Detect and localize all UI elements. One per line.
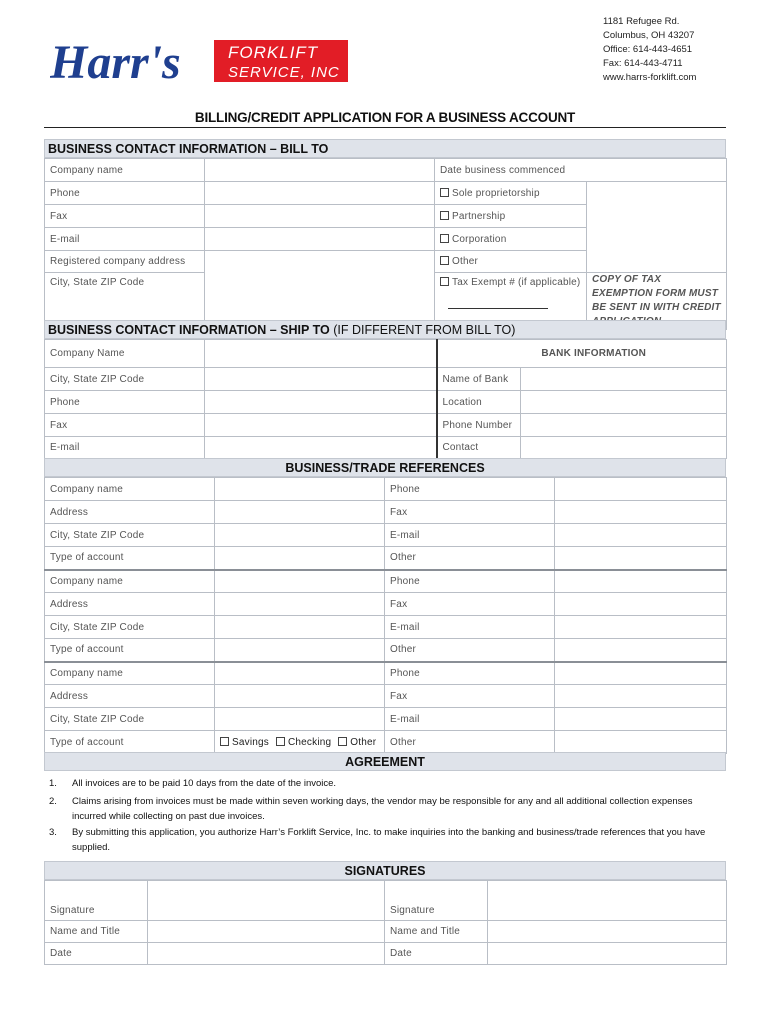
ship-phone-field[interactable] — [205, 391, 437, 414]
ref2-other-label: Other — [385, 639, 555, 662]
references-table — [44, 477, 727, 754]
signature-label-1: Signature — [45, 881, 148, 921]
ship-to-heading: BUSINESS CONTACT INFORMATION – SHIP TO (IF DIFFERENT FROM BILL TO) — [44, 320, 726, 339]
ref1-address-label: Address — [45, 501, 215, 524]
ref3-company-label: Company name — [45, 662, 215, 685]
sole-proprietorship-checkbox[interactable]: Sole proprietorship — [435, 182, 587, 205]
ref2-company-field[interactable] — [215, 570, 385, 593]
date-commenced-field[interactable]: Date business commenced — [435, 159, 727, 182]
checkbox-icon — [440, 211, 449, 220]
agreement-list — [44, 776, 726, 856]
ref3-fax-label: Fax — [385, 685, 555, 708]
checkbox-icon — [440, 188, 449, 197]
bank-contact-label: Contact — [437, 437, 521, 459]
ship-city-field[interactable] — [205, 368, 437, 391]
company-address-block — [603, 15, 696, 85]
ref3-type-label: Type of account — [45, 731, 215, 754]
ref3-company-field[interactable] — [215, 662, 385, 685]
ref1-email-label: E-mail — [385, 524, 555, 547]
ref2-fax-field[interactable] — [555, 593, 727, 616]
bill-email-field[interactable] — [205, 228, 435, 251]
ref2-phone-field[interactable] — [555, 570, 727, 593]
date-field-1[interactable] — [148, 943, 385, 965]
bill-fax-field[interactable] — [205, 205, 435, 228]
ref1-city-field[interactable] — [215, 524, 385, 547]
ref3-city-label: City, State ZIP Code — [45, 708, 215, 731]
ship-email-label: E-mail — [45, 437, 205, 459]
agreement-item: 1. All invoices are to be paid 10 days from the date of the invoice. — [49, 778, 337, 789]
savings-checkbox[interactable]: Savings — [220, 737, 269, 748]
company-logo — [50, 36, 350, 88]
other-account-checkbox[interactable]: Other — [338, 737, 376, 748]
bank-info-heading: BANK INFORMATION — [437, 340, 727, 368]
bank-name-label: Name of Bank — [437, 368, 521, 391]
ref1-other-field[interactable] — [555, 547, 727, 570]
ref3-email-field[interactable] — [555, 708, 727, 731]
name-title-field-1[interactable] — [148, 921, 385, 943]
agreement-heading: AGREEMENT — [44, 752, 726, 771]
bill-company-name-label: Company name — [45, 159, 205, 182]
ref1-type-label: Type of account — [45, 547, 215, 570]
name-title-label-2: Name and Title — [385, 921, 488, 943]
ref3-phone-label: Phone — [385, 662, 555, 685]
bill-company-name-field[interactable] — [205, 159, 435, 182]
ref2-city-label: City, State ZIP Code — [45, 616, 215, 639]
address-line-1: 1181 Refugee Rd. — [603, 16, 680, 27]
ref3-fax-field[interactable] — [555, 685, 727, 708]
fax-number: Fax: 614-443-4711 — [603, 58, 683, 69]
ref2-fax-label: Fax — [385, 593, 555, 616]
references-heading: BUSINESS/TRADE REFERENCES — [44, 458, 726, 477]
bill-phone-field[interactable] — [205, 182, 435, 205]
ref3-other-label: Other — [385, 731, 555, 754]
date-field-2[interactable] — [488, 943, 727, 965]
agreement-item: 2. Claims arising from invoices must be made within seven working days, the vendor may be responsible for any and all additional collection expenses incurred while collecting on past due invoices. — [49, 796, 693, 822]
other-checkbox[interactable]: Other — [435, 251, 587, 273]
bill-city-label: City, State ZIP Code — [45, 273, 205, 330]
address-line-2: Columbus, OH 43207 — [603, 30, 695, 41]
ref3-city-field[interactable] — [215, 708, 385, 731]
date-label-2: Date — [385, 943, 488, 965]
account-type-options — [215, 731, 385, 754]
checkbox-icon — [276, 737, 285, 746]
bank-contact-field[interactable] — [521, 437, 727, 459]
ref3-address-field[interactable] — [215, 685, 385, 708]
tax-exempt-field[interactable]: Tax Exempt # (if applicable) — [435, 273, 587, 330]
tax-note-blank — [587, 182, 727, 273]
ref2-type-label: Type of account — [45, 639, 215, 662]
ref1-fax-field[interactable] — [555, 501, 727, 524]
bank-phone-field[interactable] — [521, 414, 727, 437]
name-title-field-2[interactable] — [488, 921, 727, 943]
ref1-other-label: Other — [385, 547, 555, 570]
logo-line1: FORKLIFT — [228, 43, 319, 62]
signature-label-2: Signature — [385, 881, 488, 921]
bill-address-field[interactable] — [205, 251, 435, 330]
bill-address-label: Registered company address — [45, 251, 205, 273]
bank-name-field[interactable] — [521, 368, 727, 391]
office-phone: Office: 614-443-4651 — [603, 44, 693, 55]
partnership-checkbox[interactable]: Partnership — [435, 205, 587, 228]
ship-fax-label: Fax — [45, 414, 205, 437]
logo-line2: SERVICE, INC — [228, 64, 340, 81]
logo-main-text: Harr's — [50, 36, 181, 88]
website: www.harrs-forklift.com — [603, 72, 697, 83]
ref1-type-field[interactable] — [215, 547, 385, 570]
ref2-company-label: Company name — [45, 570, 215, 593]
name-title-label-1: Name and Title — [45, 921, 148, 943]
ref3-phone-field[interactable] — [555, 662, 727, 685]
date-label-1: Date — [45, 943, 148, 965]
corporation-checkbox[interactable]: Corporation — [435, 228, 587, 251]
ref2-email-field[interactable] — [555, 616, 727, 639]
ref2-type-field[interactable] — [215, 639, 385, 662]
ref2-phone-label: Phone — [385, 570, 555, 593]
ref3-other-field[interactable] — [555, 731, 727, 754]
checkbox-icon — [220, 737, 229, 746]
checking-checkbox[interactable]: Checking — [276, 737, 331, 748]
ref1-company-label: Company name — [45, 478, 215, 501]
signatures-heading: SIGNATURES — [44, 861, 726, 880]
bill-phone-label: Phone — [45, 182, 205, 205]
agreement-item: 3. By submitting this application, you authorize Harr’s Forklift Service, Inc. to make inquiries into the banking and business/trade references that you have supplied. — [49, 827, 706, 853]
ref2-city-field[interactable] — [215, 616, 385, 639]
ref1-phone-label: Phone — [385, 478, 555, 501]
tax-exempt-line — [448, 308, 548, 309]
ref3-email-label: E-mail — [385, 708, 555, 731]
document-title: BILLING/CREDIT APPLICATION FOR A BUSINESS ACCOUNT — [44, 110, 726, 128]
ship-bank-table — [44, 339, 727, 459]
ref3-address-label: Address — [45, 685, 215, 708]
ref1-phone-field[interactable] — [555, 478, 727, 501]
bill-fax-label: Fax — [45, 205, 205, 228]
checkbox-icon — [440, 256, 449, 265]
ref2-address-label: Address — [45, 593, 215, 616]
checkbox-icon — [440, 234, 449, 243]
ship-phone-label: Phone — [45, 391, 205, 414]
ref1-address-field[interactable] — [215, 501, 385, 524]
checkbox-icon — [440, 277, 449, 286]
ref1-city-label: City, State ZIP Code — [45, 524, 215, 547]
ship-company-name-field[interactable] — [205, 340, 437, 368]
bill-email-label: E-mail — [45, 228, 205, 251]
signatures-table — [44, 880, 727, 965]
bill-to-heading: BUSINESS CONTACT INFORMATION – BILL TO — [44, 139, 726, 158]
bank-location-field[interactable] — [521, 391, 727, 414]
tax-exemption-note: COPY OF TAX EXEMPTION FORM MUST BE SENT IN WITH CREDIT — [587, 273, 727, 330]
checkbox-icon — [338, 737, 347, 746]
ship-city-label: City, State ZIP Code — [45, 368, 205, 391]
ref1-company-field[interactable] — [215, 478, 385, 501]
ref2-address-field[interactable] — [215, 593, 385, 616]
ref1-fax-label: Fax — [385, 501, 555, 524]
ref2-other-field[interactable] — [555, 639, 727, 662]
ref2-email-label: E-mail — [385, 616, 555, 639]
ship-company-name-label: Company Name — [45, 340, 205, 368]
bank-phone-label: Phone Number — [437, 414, 521, 437]
ship-email-field[interactable] — [205, 437, 437, 459]
bill-to-table — [44, 158, 727, 330]
signature-field-1[interactable] — [148, 881, 385, 921]
ship-fax-field[interactable] — [205, 414, 437, 437]
signature-field-2[interactable] — [488, 881, 727, 921]
ref1-email-field[interactable] — [555, 524, 727, 547]
bank-location-label: Location — [437, 391, 521, 414]
